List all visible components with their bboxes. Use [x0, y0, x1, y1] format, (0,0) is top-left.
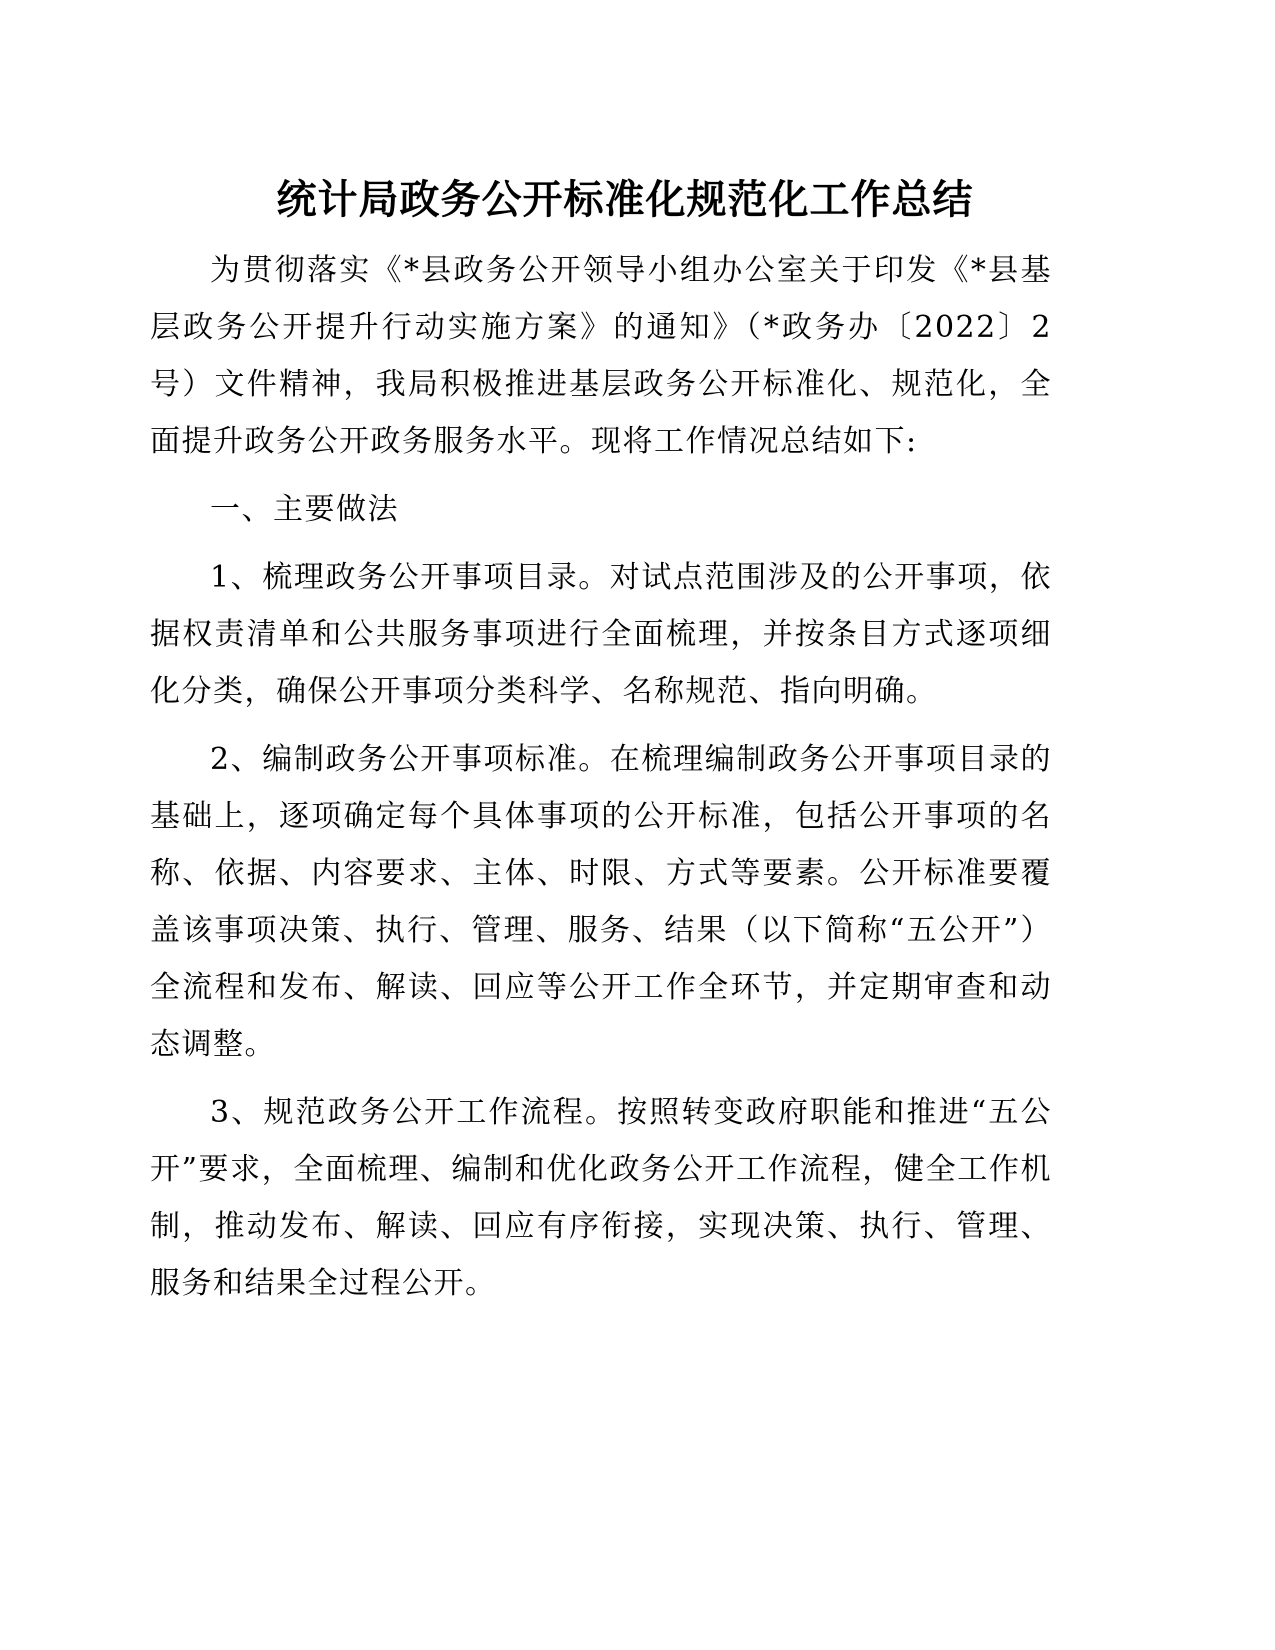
item-paragraph-2: 2、编制政务公开事项标准。在梳理编制政务公开事项目录的基础上，逐项确定每个具体事项的公开标准，包括公开事项的名称、依据、内容要求、主体、时限、方式等要素。公开标准要覆盖该事项决策、执行、管理、服务、结果（以下简称“五公开”）全流程和发布、解读、回应等公开工作全环节，并定期审查和动态调整。 — [150, 742, 1052, 1062]
intro-paragraph: 为贯彻落实《*县政务公开领导小组办公室关于印发《*县基层政务公开提升行动实施方案》的通知》（*政务办〔2022〕2号）文件精神，我局积极推进基层政务公开标准化、规范化，全面提升政务公开政务服务水平。现将工作情况总结如下: — [150, 253, 1052, 459]
document-title: 统计局政务公开标准化规范化工作总结 — [276, 177, 974, 223]
item-paragraph-1: 1、梳理政务公开事项目录。对试点范围涉及的公开事项，依据权责清单和公共服务事项进行全面梳理，并按条目方式逐项细化分类，确保公开事项分类科学、名称规范、指向明确。 — [150, 560, 1052, 709]
section-heading: 一、主要做法 — [210, 492, 399, 527]
item-paragraph-3: 3、规范政务公开工作流程。按照转变政府职能和推进“五公开”要求，全面梳理、编制和优化政务公开工作流程，健全工作机制，推动发布、解读、回应有序衔接，实现决策、执行、管理、服务和结果全过程公开。 — [150, 1095, 1052, 1301]
document-body — [150, 242, 1052, 1323]
